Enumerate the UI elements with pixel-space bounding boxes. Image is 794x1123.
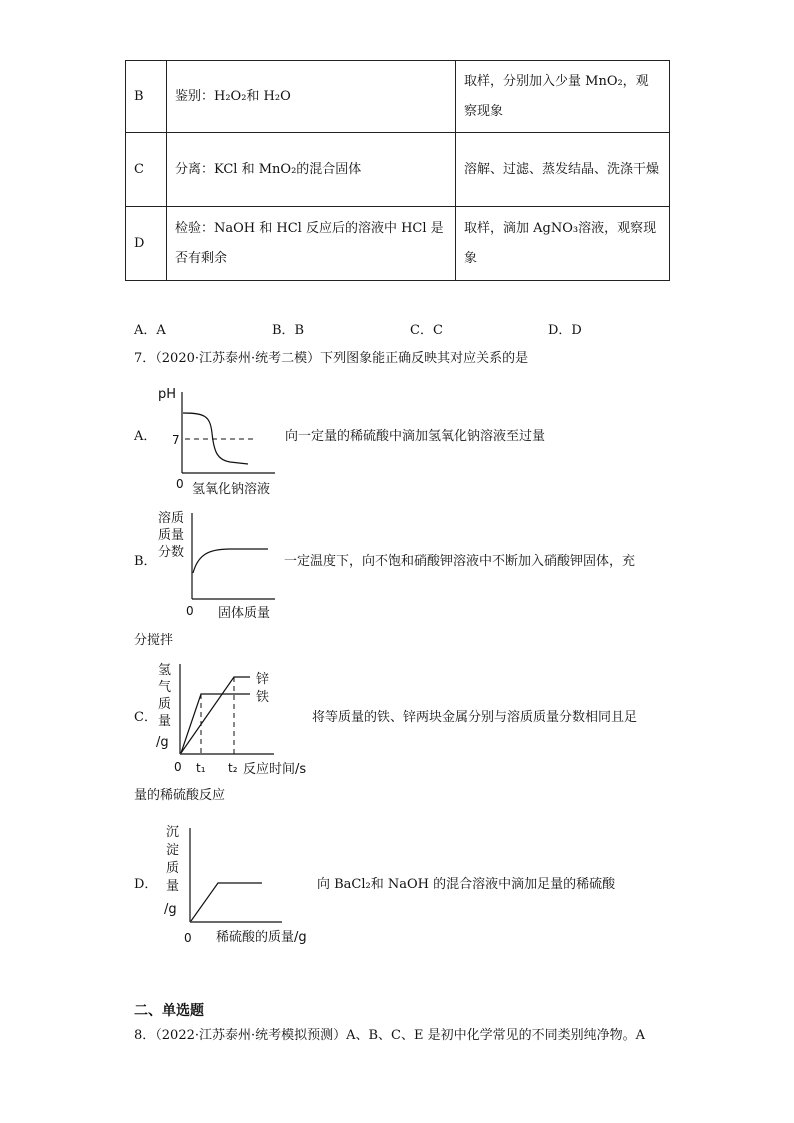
hydrogen-graph [150, 660, 320, 780]
option-c-text: 将等质量的铁、锌两块金属分别与溶质质量分数相同且足 [312, 710, 638, 725]
series-label-zinc: 锌 [256, 672, 270, 687]
graph-xlabel: 固体质量 [218, 606, 271, 621]
option-d-text: 向 BaCl₂和 NaOH 的混合溶液中滴加足量的稀硫酸 [317, 877, 616, 892]
graph-ylabel: 质量 [158, 528, 185, 543]
precipitate-line [191, 883, 262, 921]
ph-graph [150, 378, 300, 498]
section-heading: 二、单选题 [134, 1003, 204, 1019]
row-method: 溶解、过滤、蒸发结晶、洗涤干燥 [456, 133, 670, 207]
graph-ylabel: 分数 [158, 545, 185, 560]
row-method: 取样，滴加 AgNO₃溶液，观察现象 [456, 207, 670, 281]
question-8-stem: 8．（2022·江苏泰州·统考模拟预测）A、B、C、E 是初中化学常见的不同类别纯净物。A [134, 1028, 646, 1043]
option-c-label[interactable]: C． [134, 710, 157, 725]
graph-origin: 0 [184, 931, 192, 945]
tick-7: 7 [172, 433, 180, 447]
zinc-line [181, 677, 250, 753]
option-a-label[interactable]: A． [134, 429, 157, 444]
graph-xlabel: 稀硫酸的质量/g [216, 930, 307, 945]
graph-ylabel: 溶质 [158, 511, 185, 526]
graph-ylabel: 量 [166, 879, 180, 894]
option-b-label[interactable]: B． [134, 554, 157, 569]
solute-graph [150, 505, 290, 623]
graph-ylabel: /g [164, 902, 177, 917]
question-table [125, 60, 670, 281]
row-label: B [126, 61, 167, 133]
row-method: 取样，分别加入少量 MnO₂，观察现象 [456, 61, 670, 133]
option-d-label[interactable]: D． [134, 877, 158, 892]
graph-ylabel: 量 [158, 714, 172, 729]
graph-xlabel: 反应时间/s [243, 762, 307, 777]
question-7-stem: 7．（2020·江苏泰州·统考二模）下列图象能正确反映其对应关系的是 [134, 351, 529, 366]
option-a-text: 向一定量的稀硫酸中滴加氢氧化钠溶液至过量 [285, 429, 546, 444]
row-question: 检验：NaOH 和 HCl 反应后的溶液中 HCl 是否有剩余 [167, 207, 456, 281]
graph-ylabel: 气 [158, 680, 172, 695]
graph-ylabel: 淀 [166, 843, 180, 858]
graph-origin: 0 [176, 477, 184, 491]
row-label: C [126, 133, 167, 207]
table-row [126, 133, 670, 207]
graph-origin: 0 [174, 760, 182, 774]
graph-ylabel: pH [158, 387, 177, 402]
solute-curve [193, 549, 268, 573]
graph-ylabel: 质 [158, 697, 172, 712]
table-row [126, 207, 670, 281]
row-question: 鉴别：H₂O₂和 H₂O [167, 61, 456, 133]
option-c-text-cont: 量的稀硫酸反应 [134, 788, 226, 803]
graph-xlabel: 氢氧化钠溶液 [192, 482, 271, 497]
series-label-iron: 铁 [256, 690, 270, 705]
option-c[interactable]: C．C [410, 323, 443, 338]
option-d[interactable]: D．D [548, 323, 582, 338]
option-b[interactable]: B．B [272, 323, 305, 338]
graph-ylabel: /g [156, 735, 169, 750]
row-label: D [126, 207, 167, 281]
option-a[interactable]: A．A [134, 323, 166, 338]
option-b-text-cont: 分搅拌 [134, 633, 174, 648]
graph-ylabel: 氢 [158, 663, 172, 678]
tick-t2: t₂ [228, 761, 238, 775]
graph-origin: 0 [186, 604, 194, 618]
tick-t1: t₁ [196, 761, 206, 775]
graph-ylabel: 沉 [166, 825, 180, 840]
graph-ylabel: 质 [166, 861, 180, 876]
row-question: 分离：KCl 和 MnO₂的混合固体 [167, 133, 456, 207]
precipitate-graph [150, 820, 320, 948]
table-row [126, 61, 670, 133]
option-b-text: 一定温度下，向不饱和硝酸钾溶液中不断加入硝酸钾固体，充 [284, 554, 636, 569]
